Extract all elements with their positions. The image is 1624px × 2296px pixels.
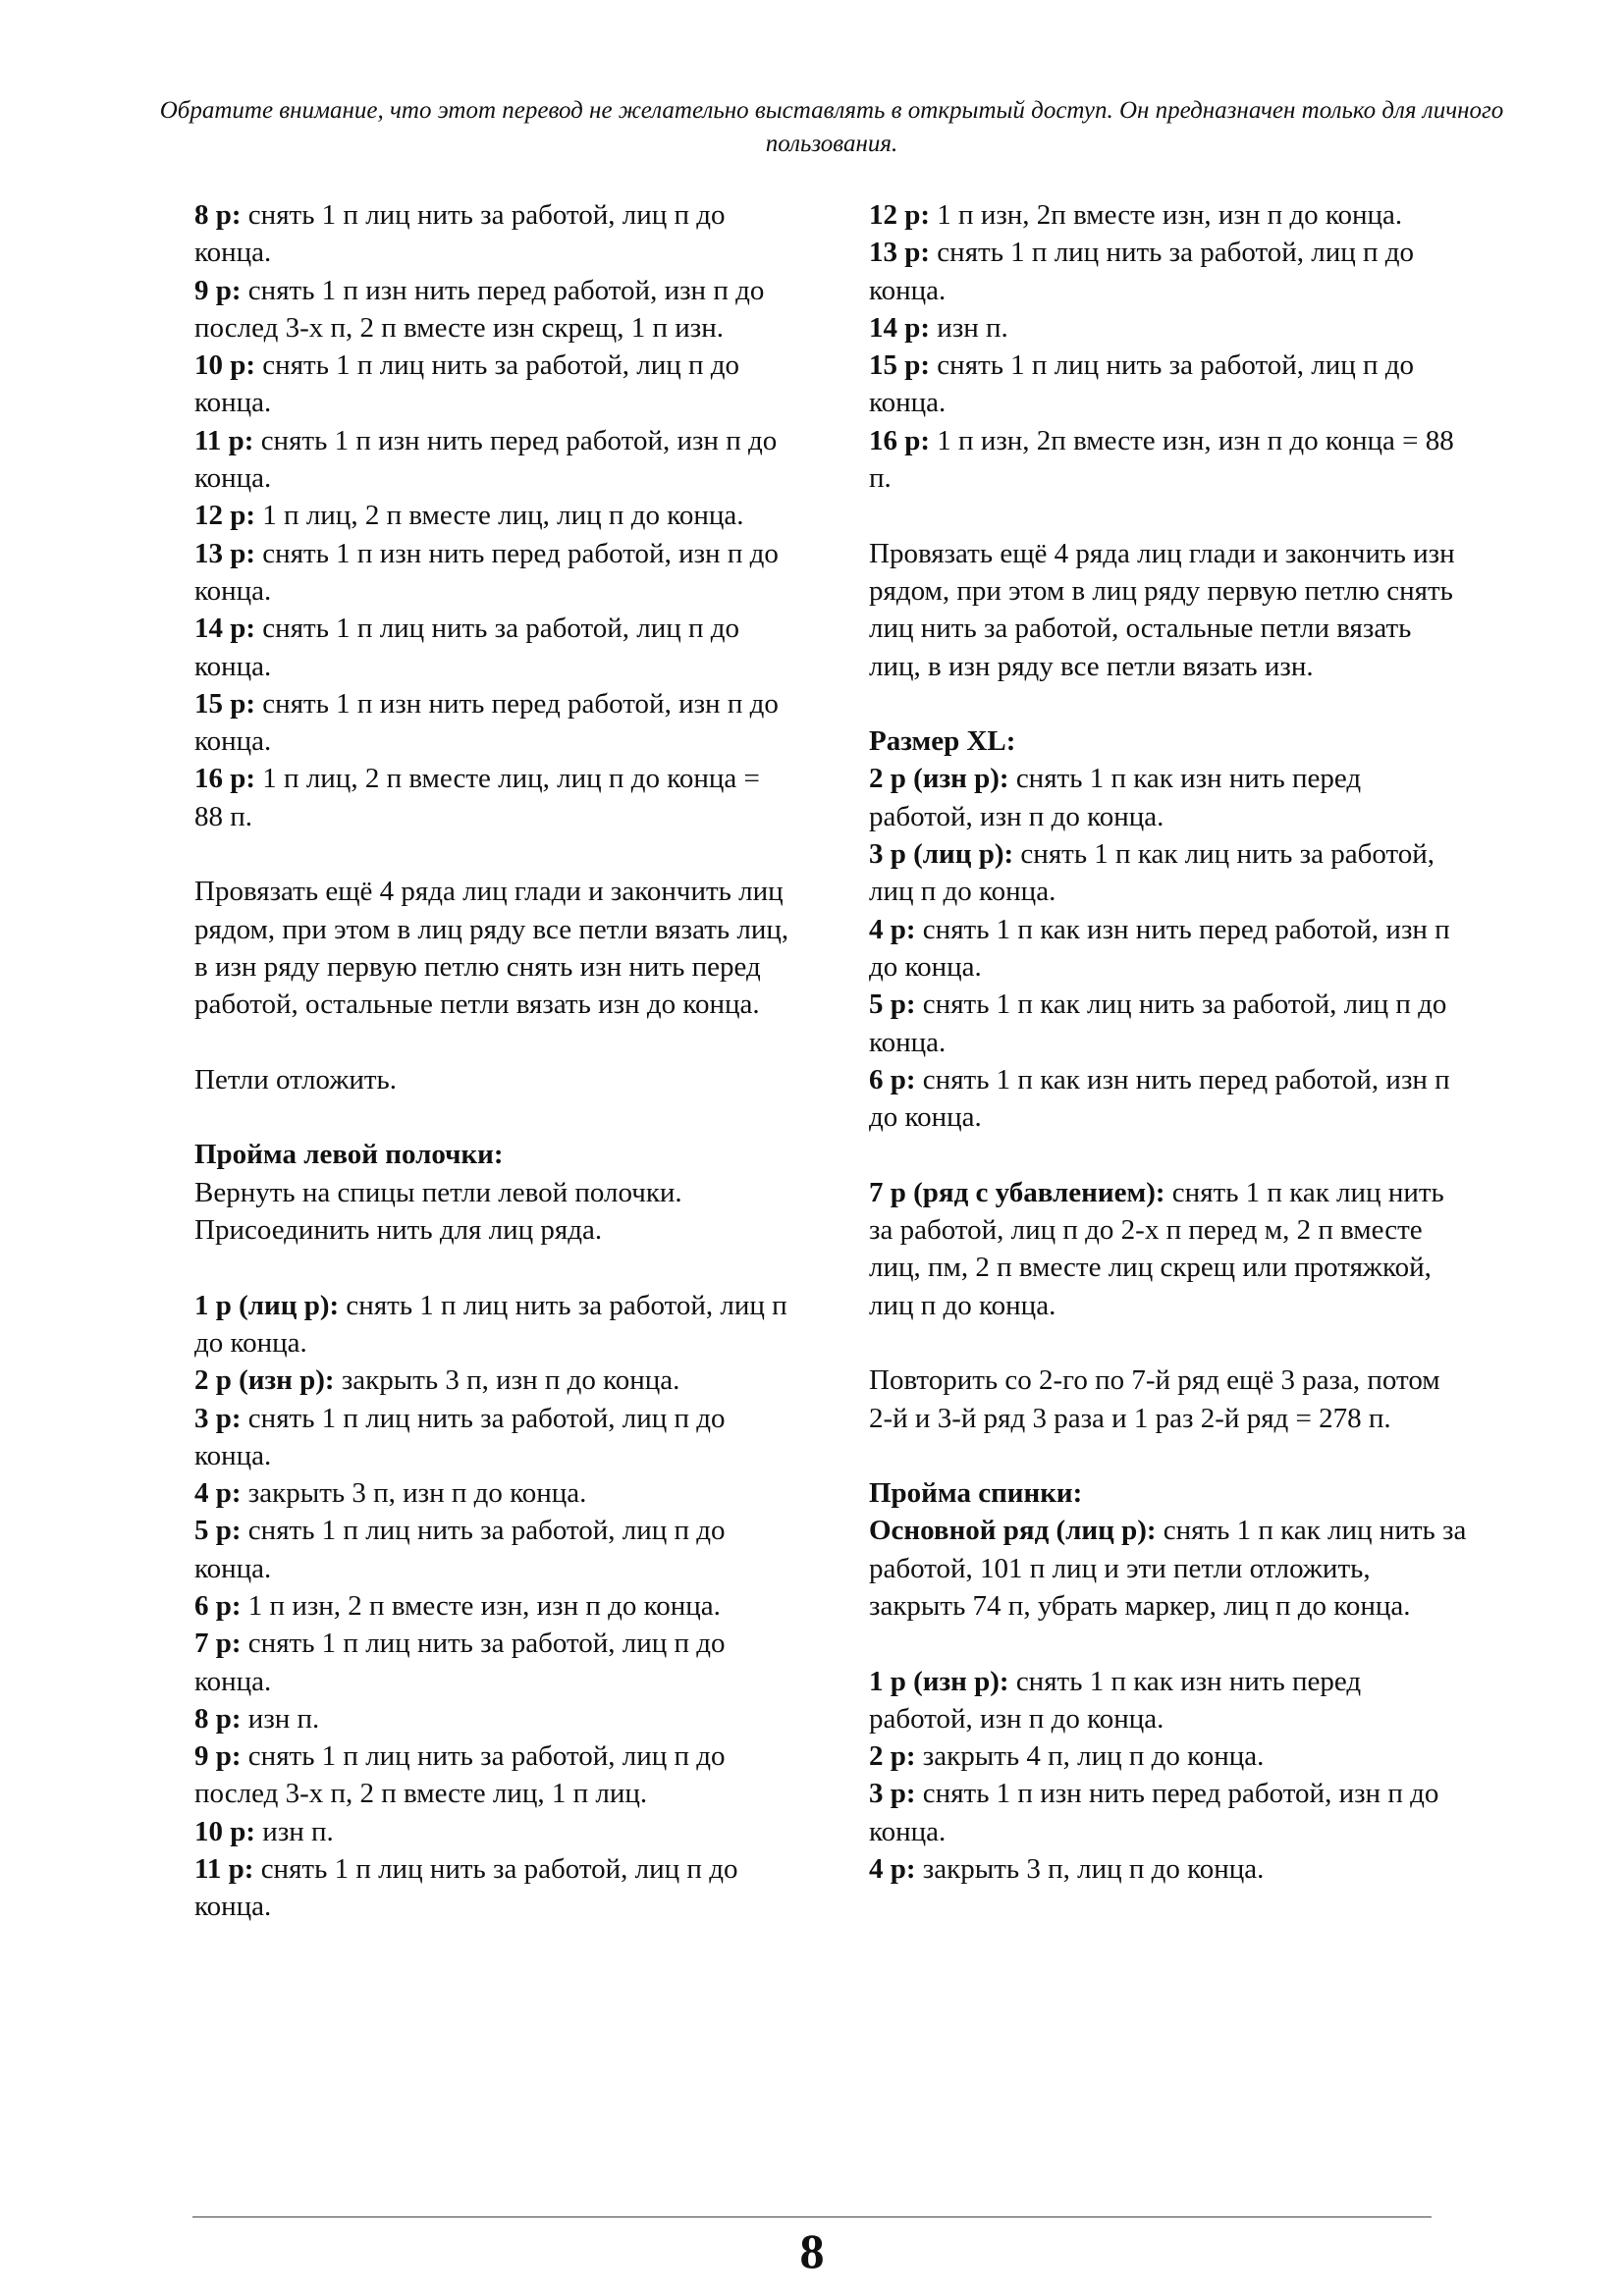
row-label: 5 р: xyxy=(869,988,916,1021)
pattern-row xyxy=(869,1174,1468,1324)
pattern-row xyxy=(869,234,1468,309)
pattern-row xyxy=(869,1737,1468,1775)
row-instruction: снять 1 п лиц нить за работой, лиц п до конца. xyxy=(194,1628,726,1697)
pattern-row xyxy=(869,835,1468,911)
row-label: 16 р: xyxy=(869,424,931,456)
section-heading-text: Пройма левой полочки: xyxy=(194,1139,504,1171)
row-instruction: снять 1 п лиц нить за работой, лиц п до конца. xyxy=(194,349,740,419)
pattern-row xyxy=(194,1287,793,1362)
pattern-row xyxy=(194,1700,793,1737)
row-label: 8 р: xyxy=(194,1702,242,1735)
pattern-row xyxy=(194,1737,793,1813)
row-label: 15 р: xyxy=(194,687,256,720)
row-instruction: 1 п лиц, 2 п вместе лиц, лиц п до конца = 88 п. xyxy=(194,763,760,832)
row-instruction: 1 п изн, 2п вместе изн, изн п до конца. xyxy=(930,199,1403,231)
paragraph-spacer xyxy=(869,497,1468,534)
row-label: 4 р: xyxy=(194,1477,242,1510)
pattern-row xyxy=(869,1663,1468,1738)
pattern-row xyxy=(869,196,1468,234)
pattern-row xyxy=(869,760,1468,835)
pattern-row xyxy=(869,1512,1468,1625)
row-label: 11 р: xyxy=(194,1853,254,1886)
row-label: 3 р (лиц р): xyxy=(869,838,1014,871)
row-instruction: снять 1 п как изн нить перед работой, изн п до конца. xyxy=(869,1665,1362,1735)
paragraph-spacer xyxy=(869,1136,1468,1173)
row-label: 13 р: xyxy=(869,237,931,269)
row-instruction: закрыть 4 п, лиц п до конца. xyxy=(915,1740,1265,1773)
pattern-row xyxy=(869,1061,1468,1137)
row-label: 9 р: xyxy=(194,1740,242,1773)
row-instruction: снять 1 п лиц нить за работой, лиц п до конца. xyxy=(869,237,1415,306)
row-label: 8 р: xyxy=(194,199,242,231)
paragraph-spacer xyxy=(194,1024,793,1061)
instruction-paragraph: Провязать ещё 4 ряда лиц глади и закончить изн рядом, при этом в лиц ряду первую петлю снять лиц нить за работой, остальные петли вязать лиц, в изн ряду все петли вязать изн. xyxy=(869,537,1455,682)
pattern-row xyxy=(869,347,1468,422)
pattern-row xyxy=(869,422,1468,498)
row-instruction: снять 1 п как лиц нить за работой, 101 п лиц и эти петли отложить, закрыть 74 п, убрать маркер, лиц п до конца. xyxy=(869,1515,1467,1622)
row-instruction: изн п. xyxy=(241,1702,320,1735)
pattern-row xyxy=(194,422,793,498)
pattern-row xyxy=(869,986,1468,1061)
row-label: 7 р: xyxy=(194,1628,242,1660)
row-label: 4 р: xyxy=(869,1853,916,1886)
row-label: 14 р: xyxy=(869,311,931,344)
row-label: 11 р: xyxy=(194,424,254,456)
right-column xyxy=(869,196,1468,1888)
pattern-row xyxy=(194,1813,793,1850)
pattern-row xyxy=(194,272,793,347)
row-label: 2 р (изн р): xyxy=(194,1364,335,1397)
instruction-paragraph: Петли отложить. xyxy=(194,1063,398,1095)
page-number: 8 xyxy=(799,2223,825,2278)
row-instruction: снять 1 п как лиц нить за работой, лиц п до конца. xyxy=(869,988,1447,1058)
row-instruction: изн п. xyxy=(930,311,1008,344)
row-instruction: закрыть 3 п, лиц п до конца. xyxy=(915,1853,1265,1886)
pattern-row xyxy=(194,347,793,422)
row-label: 4 р: xyxy=(869,913,916,945)
row-label: 13 р: xyxy=(194,537,256,569)
row-label: 1 р (лиц р): xyxy=(194,1289,340,1321)
row-instruction: снять 1 п как изн нить перед работой, изн п до конца. xyxy=(869,913,1450,983)
pattern-row xyxy=(869,1775,1468,1850)
row-label: 6 р: xyxy=(194,1589,242,1622)
row-instruction: снять 1 п изн нить перед работой, изн п до конца. xyxy=(869,1778,1439,1847)
row-instruction: 1 п изн, 2 п вместе изн, изн п до конца. xyxy=(241,1589,721,1622)
pattern-row xyxy=(869,309,1468,347)
row-instruction: снять 1 п изн нить перед работой, изн п до конца. xyxy=(194,537,779,607)
pattern-row xyxy=(194,535,793,611)
row-instruction: закрыть 3 п, изн п до конца. xyxy=(241,1477,587,1510)
row-instruction: снять 1 п лиц нить за работой, лиц п до конца. xyxy=(194,1289,787,1359)
row-label: 14 р: xyxy=(194,613,256,645)
row-instruction: снять 1 п лиц нить за работой, лиц п до конца. xyxy=(194,1515,726,1584)
row-label: 1 р (изн р): xyxy=(869,1665,1009,1697)
pattern-row xyxy=(194,1400,793,1475)
row-instruction: снять 1 п лиц нить за работой, лиц п до конца. xyxy=(194,1853,738,1923)
left-column xyxy=(194,196,793,1926)
row-instruction: снять 1 п лиц нить за работой, лиц п до конца. xyxy=(194,613,740,682)
row-instruction: снять 1 п как лиц нить за работой, лиц п до 2-х п перед м, 2 п вместе лиц, пм, 2 п вместе лиц скрещ или протяжкой, лиц п до конца. xyxy=(869,1176,1444,1321)
pattern-row xyxy=(194,1512,793,1587)
row-label: 9 р: xyxy=(194,274,242,306)
row-label: 2 р (изн р): xyxy=(869,763,1009,795)
pattern-row xyxy=(194,1362,793,1399)
pattern-row xyxy=(194,610,793,685)
instruction-paragraph: Вернуть на спицы петли левой полочки. Присоединить нить для лиц ряда. xyxy=(194,1176,682,1247)
pattern-row xyxy=(194,1850,793,1926)
row-instruction: снять 1 п лиц нить за работой, лиц п до послед 3-х п, 2 п вместе лиц, 1 п лиц. xyxy=(194,1740,726,1810)
pattern-row xyxy=(194,1474,793,1512)
pattern-row xyxy=(869,1850,1468,1888)
row-label: 10 р: xyxy=(194,349,256,382)
paragraph-spacer xyxy=(194,1098,793,1136)
row-instruction: снять 1 п изн нить перед работой, изн п до послед 3-х п, 2 п вместе изн скрещ, 1 п изн. xyxy=(194,274,765,344)
row-label: 3 р: xyxy=(194,1402,242,1434)
row-instruction: снять 1 п как изн нить перед работой, изн п до конца. xyxy=(869,1063,1450,1134)
row-instruction: 1 п изн, 2п вместе изн, изн п до конца = 88 п. xyxy=(869,424,1454,495)
paragraph-spacer xyxy=(869,1625,1468,1662)
instruction-paragraph: Повторить со 2-го по 7-й ряд ещё 3 раза, потом 2-й и 3-й ряд 3 раза и 1 раз 2-й ряд = 278 п. xyxy=(869,1364,1440,1434)
row-label: Основной ряд (лиц р): xyxy=(869,1515,1157,1547)
instruction-paragraph: Провязать ещё 4 ряда лиц глади и закончить лиц рядом, при этом в лиц ряду все петли вязать лиц, в изн ряду первую петлю снять изн нить перед работой, остальные петли вязать изн до конца. xyxy=(194,876,789,1021)
pattern-row xyxy=(194,685,793,761)
footer-divider xyxy=(192,2216,1432,2217)
row-label: 7 р (ряд с убавлением): xyxy=(869,1176,1165,1208)
row-label: 3 р: xyxy=(869,1778,916,1810)
pattern-row xyxy=(194,1625,793,1700)
row-label: 12 р: xyxy=(869,199,931,231)
row-label: 16 р: xyxy=(194,763,256,795)
row-instruction: снять 1 п лиц нить за работой, лиц п до конца. xyxy=(194,199,726,269)
row-instruction: снять 1 п изн нить перед работой, изн п до конца. xyxy=(194,687,779,758)
row-instruction: изн п. xyxy=(255,1815,334,1847)
paragraph-spacer xyxy=(869,1437,1468,1474)
section-heading xyxy=(869,722,1468,760)
row-instruction: снять 1 п как изн нить перед работой, изн п до конца. xyxy=(869,763,1362,832)
pattern-row xyxy=(194,497,793,534)
section-heading-text: Размер XL: xyxy=(869,725,1016,758)
pattern-row xyxy=(869,911,1468,987)
row-instruction: снять 1 п лиц нить за работой, лиц п до конца. xyxy=(194,1402,726,1471)
translation-notice: Обратите внимание, что этот перевод не желательно выставлять в открытый доступ. Он предназначен только для личного пользования. xyxy=(159,97,1504,157)
row-label: 10 р: xyxy=(194,1815,256,1847)
row-label: 5 р: xyxy=(194,1515,242,1547)
pattern-row xyxy=(194,1587,793,1625)
pattern-row xyxy=(194,196,793,272)
paragraph-spacer xyxy=(869,1324,1468,1362)
row-label: 6 р: xyxy=(869,1063,916,1095)
row-instruction: снять 1 п как лиц нить за работой, лиц п до конца. xyxy=(869,838,1435,908)
row-instruction: снять 1 п изн нить перед работой, изн п до конца. xyxy=(194,424,778,495)
paragraph-spacer xyxy=(194,835,793,873)
section-heading xyxy=(194,1136,793,1173)
paragraph-spacer xyxy=(194,1249,793,1286)
row-label: 2 р: xyxy=(869,1740,916,1773)
section-heading xyxy=(869,1474,1468,1512)
row-label: 12 р: xyxy=(194,500,256,532)
pattern-row xyxy=(194,760,793,835)
row-instruction: снять 1 п лиц нить за работой, лиц п до конца. xyxy=(869,349,1415,419)
row-instruction: закрыть 3 п, изн п до конца. xyxy=(334,1364,680,1397)
paragraph-spacer xyxy=(869,685,1468,722)
section-heading-text: Пройма спинки: xyxy=(869,1477,1083,1510)
row-instruction: 1 п лиц, 2 п вместе лиц, лиц п до конца. xyxy=(255,500,744,532)
row-label: 15 р: xyxy=(869,349,931,382)
